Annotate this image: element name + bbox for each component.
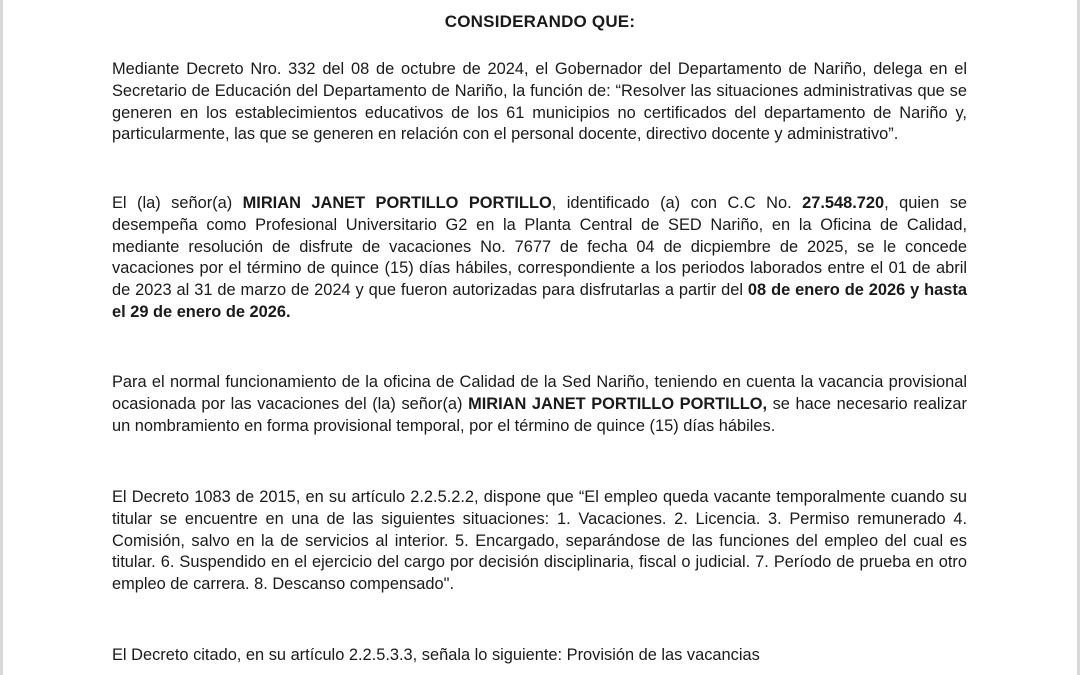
paragraph-decree-delegation xyxy=(112,59,967,146)
paragraph-text: El (la) señor(a) xyxy=(112,194,243,212)
paragraph-text: El Decreto citado, en su artículo 2.2.5.3.3, señala lo siguiente: Provisión de las vacancias xyxy=(112,646,760,664)
vacation-dates: 08 de enero de 2026 y hasta el 29 de enero de 2026. xyxy=(112,281,967,321)
paragraph-text: , identificado (a) con C.C No. xyxy=(551,194,803,212)
employee-name: MIRIAN JANET PORTILLO PORTILLO xyxy=(242,194,552,212)
paragraph-vacation-grant xyxy=(112,193,967,324)
employee-name: MIRIAN JANET PORTILLO PORTILLO, xyxy=(468,394,768,413)
id-number: 27.548.720 xyxy=(802,194,885,212)
paragraph-text: se hace necesario realizar un nombramiento en forma provisional temporal, por el término de quince (15) días hábiles. xyxy=(112,394,967,435)
paragraph-text: , quien se desempeña como Profesional Universitario G2 en la Planta Central de SED Nariño, en la Oficina de Calidad, mediante resolución de disfrute de vacaciones No. 7677 de fecha 04 de dicpiembre de 2025, se le concede vacaciones por el término de quince (15) días hábiles, correspondiente a los periodos laborados entre el 01 de abril de 2023 al 31 de marzo de 2024 y que fueron autorizadas para disfrutarlas a partir del xyxy=(112,194,968,300)
paragraph-text: Para el normal funcionamiento de la oficina de Calidad de la Sed Nariño, teniendo en cuenta la vacancia provisional ocasionada por las vacaciones del (la) señor(a) xyxy=(112,373,967,413)
paragraph-text: El Decreto 1083 de 2015, en su artículo 2.2.5.2.2, dispone que “El empleo queda vacante temporalmente cuando su titular se encuentre en una de las siguientes situaciones: 1. Vacaciones. 2. Licencia. 3. Permiso remunerado 4. Comisión, salvo en la de servicios al interior. 5. Encargado, separándose de las funciones del empleo del cual es titular. 6. Suspendido en el ejercicio del cargo por decisión disciplinaria, fiscal o judicial. 7. Período de prueba en otro empleo de carrera. 8. Descanso compensado". xyxy=(112,488,967,594)
paragraph-decree-article xyxy=(112,645,967,667)
paragraph-text: Mediante Decreto Nro. 332 del 08 de octubre de 2024, el Gobernador del Departamento de Nariño, delega en el Secretario de Educación del Departamento de Nariño, la función de: “Resolver las situaciones administrativas que se generen en los establecimientos educativos de los 61 municipios no certificados del departamento de Nariño y, particularmente, las que se generen en relación con el personal docente, directivo docente y administrativo”. xyxy=(112,60,967,144)
paragraph-decree-1083 xyxy=(112,487,967,596)
paragraph-provisional-appointment xyxy=(112,372,967,437)
section-heading: CONSIDERANDO QUE: xyxy=(444,12,636,31)
scan-edge-left xyxy=(0,0,3,675)
